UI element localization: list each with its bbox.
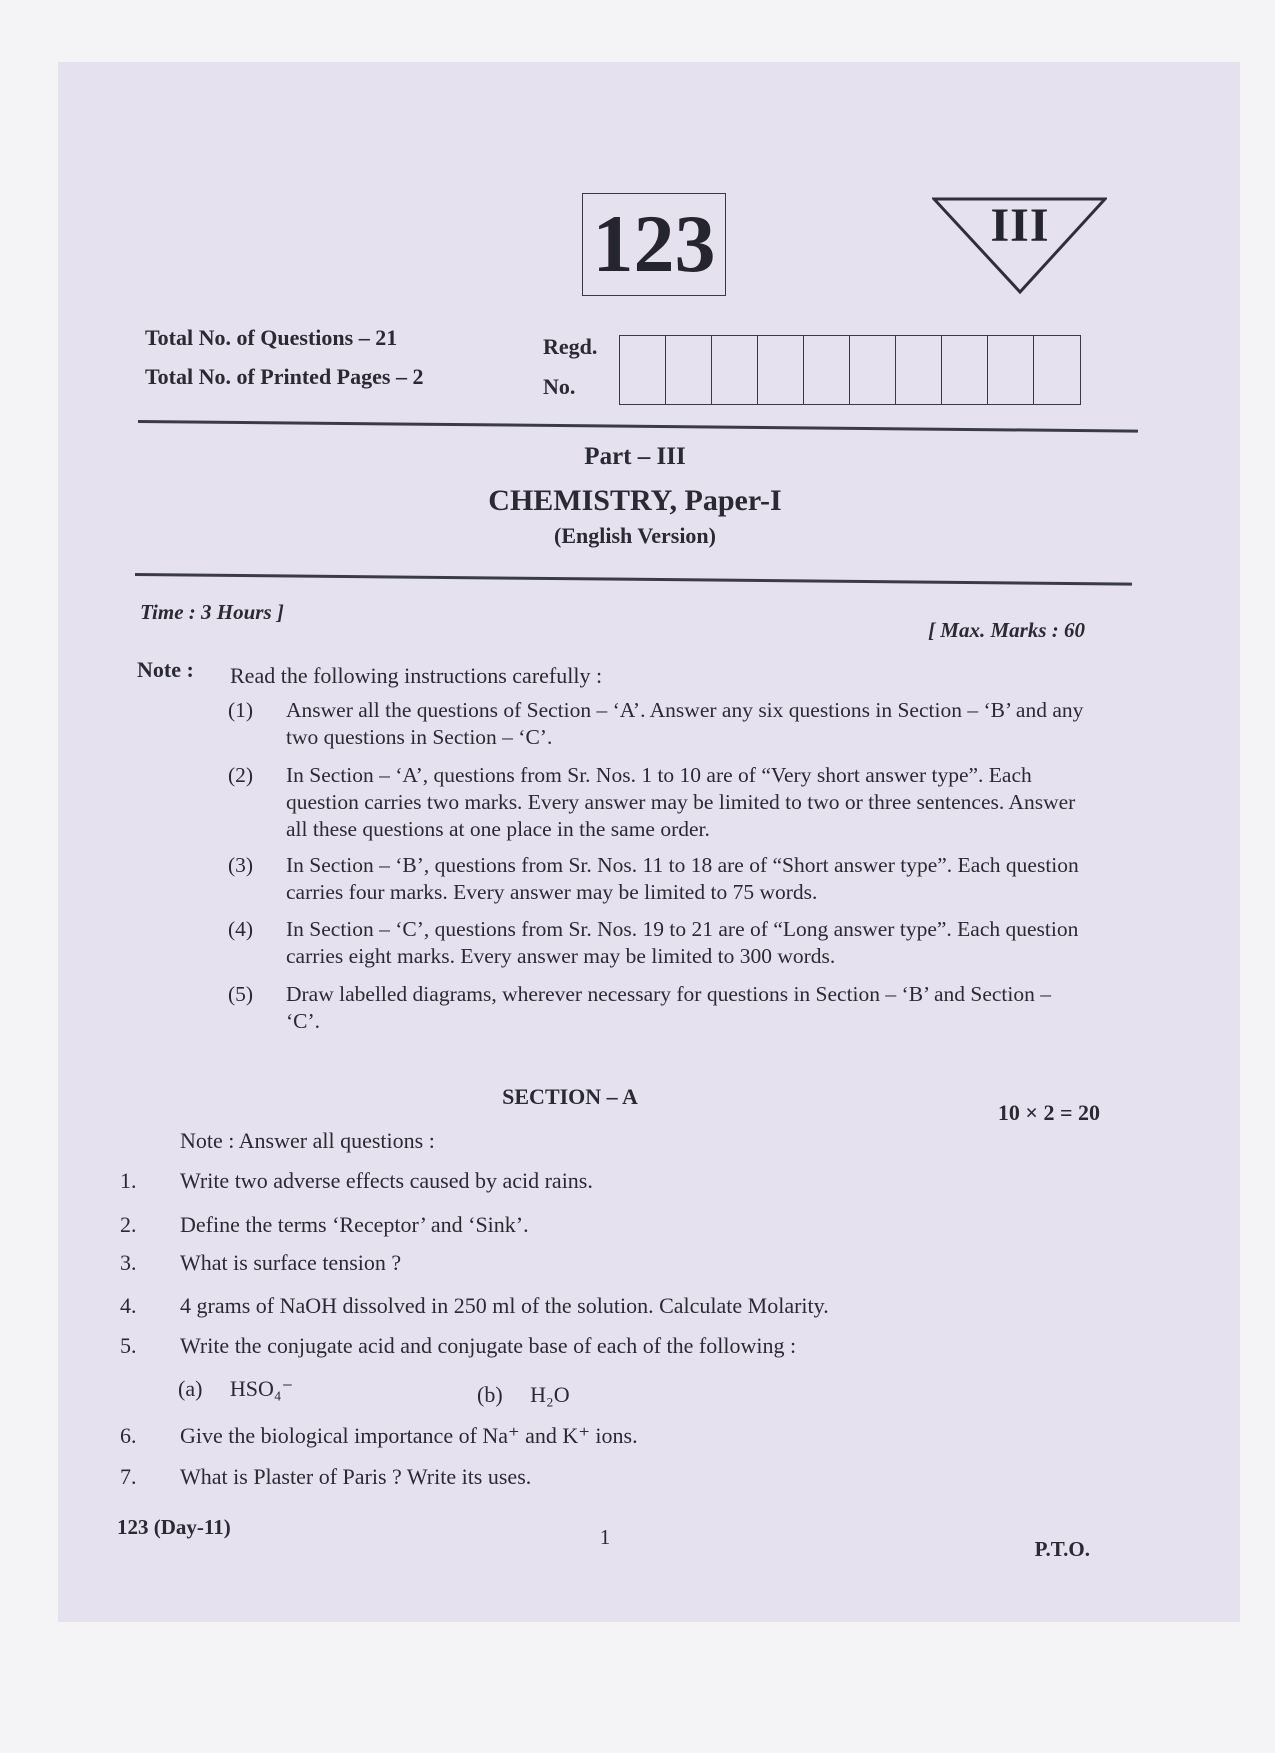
version-label: (English Version): [554, 523, 716, 548]
question-text: 4 grams of NaOH dissolved in 250 ml of the solution. Calculate Molarity.: [180, 1293, 829, 1318]
subject-title: CHEMISTRY, Paper-I: [488, 484, 782, 517]
q5-option-b: [477, 1382, 570, 1408]
total-questions: Total No. of Questions – 21: [145, 325, 398, 350]
instruction-text: In Section – ‘B’, questions from Sr. Nos. 11 to 18 are of “Short answer type”. Each question carries four marks. Every answer may be limited to 75 words.: [286, 853, 1079, 904]
instruction-text: Draw labelled diagrams, wherever necessary for questions in Section – ‘B’ and Section – ‘C’.: [286, 982, 1052, 1033]
regd-digit-box: [666, 336, 712, 404]
time-allowed: Time : 3 Hours ]: [140, 600, 284, 624]
regd-number-boxes: [619, 335, 1081, 405]
instruction-item: [228, 697, 1090, 751]
max-marks: [ Max. Marks : 60: [928, 618, 1085, 642]
question-number: 2.: [120, 1212, 137, 1237]
question-text: What is Plaster of Paris ? Write its uses.: [180, 1464, 532, 1489]
question-text: What is surface tension ?: [180, 1250, 402, 1275]
question-item: [120, 1423, 1080, 1449]
question-number: 7.: [120, 1464, 137, 1489]
regd-digit-box: [712, 336, 758, 404]
regd-digit-box: [758, 336, 804, 404]
instruction-number: (4): [228, 917, 254, 941]
regd-digit-box: [896, 336, 942, 404]
regd-digit-box: [942, 336, 988, 404]
question-text: Write two adverse effects caused by acid rains.: [180, 1168, 593, 1193]
regd-digit-box: [988, 336, 1034, 404]
regd-digit-box: [1034, 336, 1080, 404]
option-formula: HSO₄⁻: [229, 1376, 294, 1401]
question-item: [120, 1333, 1080, 1359]
instruction-item: [228, 981, 1090, 1035]
instruction-item: [228, 852, 1090, 906]
footer-paper-code: 123 (Day-11): [117, 1515, 231, 1539]
instruction-item: [228, 916, 1090, 970]
instruction-number: (1): [228, 698, 254, 722]
instruction-text: In Section – ‘A’, questions from Sr. Nos. 1 to 10 are of “Very short answer type”. Each question carries two marks. Every answer may be limited to two or three sentences. Answer all these questions at one place in the same order.: [286, 763, 1076, 841]
question-number: 4.: [120, 1293, 137, 1318]
pto-label: P.T.O.: [1034, 1537, 1090, 1561]
note-label: Note :: [137, 657, 194, 682]
paper-code: 123: [592, 198, 716, 289]
instruction-number: (5): [228, 982, 254, 1006]
instruction-number: (3): [228, 853, 254, 877]
option-label: (a): [178, 1376, 203, 1401]
regd-digit-box: [804, 336, 850, 404]
question-number: 1.: [120, 1168, 137, 1193]
question-item: [120, 1293, 1080, 1319]
part-title: Part – III: [584, 443, 686, 470]
section-a-note: Note : Answer all questions :: [180, 1128, 435, 1153]
instruction-text: Answer all the questions of Section – ‘A’. Answer any six questions in Section – ‘B’ and any two questions in Section – ‘C’.: [286, 698, 1084, 749]
regd-digit-box: [850, 336, 896, 404]
instruction-number: (2): [228, 763, 254, 787]
regd-label: Regd.: [543, 334, 598, 359]
page-number: 1: [599, 1525, 611, 1549]
option-label: (b): [477, 1382, 503, 1407]
question-item: [120, 1212, 1080, 1238]
instruction-text: In Section – ‘C’, questions from Sr. Nos. 19 to 21 are of “Long answer type”. Each question carries eight marks. Every answer may be limited to 300 words.: [286, 917, 1079, 968]
regd-no-label: No.: [543, 374, 576, 399]
paper-code-box: [582, 193, 726, 296]
question-number: 5.: [120, 1333, 137, 1358]
question-text: Write the conjugate acid and conjugate base of each of the following :: [180, 1333, 797, 1358]
regd-digit-box: [620, 336, 666, 404]
part-numeral: III: [990, 199, 1050, 252]
section-a-title: SECTION – A: [502, 1084, 638, 1109]
question-text: Give the biological importance of Na⁺ and K⁺ ions.: [180, 1423, 638, 1448]
q5-option-a: [178, 1376, 293, 1402]
question-item: [120, 1250, 1080, 1276]
note-intro: Read the following instructions carefully :: [230, 663, 603, 688]
section-a-marks: 10 × 2 = 20: [997, 1100, 1100, 1125]
total-pages: Total No. of Printed Pages – 2: [145, 364, 424, 389]
question-item: [120, 1464, 1080, 1490]
instruction-item: [228, 762, 1090, 843]
question-number: 6.: [120, 1423, 137, 1448]
question-item: [120, 1168, 1080, 1194]
question-number: 3.: [120, 1250, 137, 1275]
question-text: Define the terms ‘Receptor’ and ‘Sink’.: [180, 1212, 529, 1237]
option-formula: H₂O: [530, 1382, 570, 1407]
